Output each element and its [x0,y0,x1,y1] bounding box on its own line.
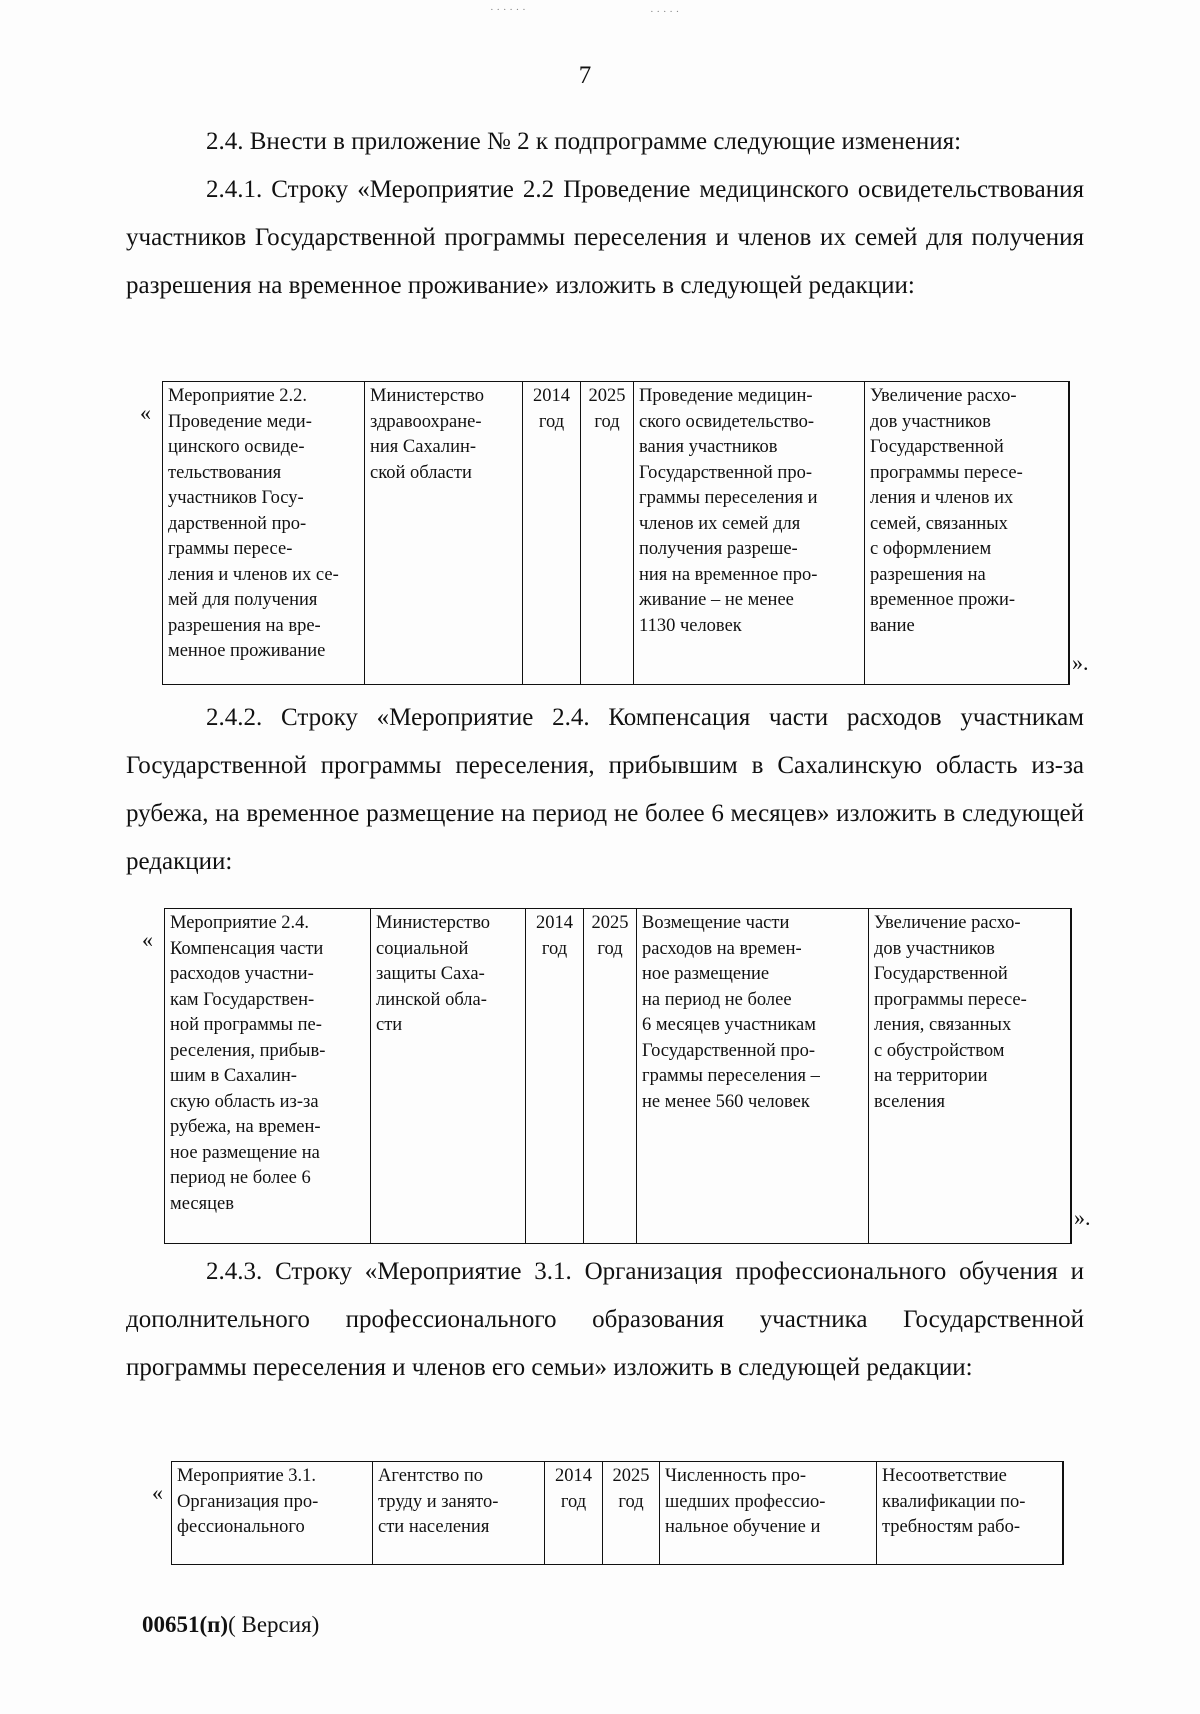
cell-end-year: 2025 год [591,913,629,959]
cell-measure: Мероприятие 3.1. Организация про- фессионального [177,1466,319,1537]
cell-start-year: 2014 год [533,386,570,432]
paragraph-2-4-1: 2.4.1. Строку «Мероприятие 2.2 Проведение медицинского освидетельствования участников Государственной программы переселения и членов их семей для получения разрешения на временное проживание» изложить в следующей редакции: [126,176,1084,299]
open-quote: « [140,400,151,425]
table-measure-3-1 [171,1461,1064,1565]
cell-consequences: Увеличение расхо- дов участников Государственной программы пересе- ления, связанных с обустройством на территории вселения [874,913,1027,1112]
cell-start-year: 2014 год [555,1466,592,1512]
document-footer [142,1612,319,1638]
paragraph-2-4-3: 2.4.3. Строку «Мероприятие 3.1. Организация профессионального обучения и дополнительного профессионального образования участника Государственной программы переселения и членов его семьи» изложить в следующей редакции: [126,1258,1084,1381]
scan-artifact: · · · · · [650,6,680,18]
cell-expected-result: Проведение медицин- ского освидетельство- вания участников Государственной про- граммы переселения и членов их семей для получения разреше- ния на временное про- живание – не менее 1130 человек [639,386,818,636]
table-row [172,1462,1063,1565]
cell-consequences: Увеличение расхо- дов участников Государственной программы пересе- ления и членов их семей, связанных с оформлением разрешения на временное прожи- вание [870,386,1023,636]
cell-expected-result: Численность про- шедших профессио- нальное обучение и [665,1466,826,1537]
paragraph-2-4: 2.4. Внести в приложение № 2 к подпрограмме следующие изменения: [206,128,962,155]
cell-expected-result: Возмещение части расходов на времен- ное размещение на период не более 6 месяцев участникам Государственной про- граммы переселения – не менее 560 человек [642,913,820,1112]
table-measure-2-2 [162,381,1070,685]
open-quote: « [142,927,153,952]
cell-measure: Мероприятие 2.4. Компенсация части расходов участни- кам Государствен- ной программы пе- реселения, прибыв- шим в Сахалин- скую область из-за рубежа, на времен- ное размещение на период не более 6 месяцев [170,913,326,1214]
cell-measure: Мероприятие 2.2. Проведение меди- цинского освиде- тельствования участников Госу- дарственной про- граммы пересе- ления и членов их се- мей для получения разрешения на вре- менное проживание [168,386,339,661]
cell-consequences: Несоответствие квалификации по- требностям рабо- [882,1466,1026,1537]
cell-start-year: 2014 год [536,913,573,959]
cell-executor: Министерство социальной защиты Саха- линской обла- сти [376,913,491,1035]
cell-end-year: 2025 год [588,386,626,432]
scan-artifact: · · · · · · [490,4,526,16]
page-number: 7 [578,62,592,89]
paragraph-2-4-2: 2.4.2. Строку «Мероприятие 2.4. Компенсация части расходов участникам Государственной программы переселения, прибывшим в Сахалинскую область из-за рубежа, на временное размещение на период не более 6 месяцев» изложить в следующей редакции: [126,704,1084,875]
close-quote: ». [1074,1205,1091,1230]
cell-executor: Агентство по труду и занято- сти населения [378,1466,499,1537]
document-version: ( Версия) [228,1612,320,1637]
document-code: 00651(п) [142,1612,229,1637]
open-quote: « [152,1480,163,1505]
table-row [163,382,1069,685]
table-measure-2-4 [164,908,1072,1244]
cell-executor: Министерство здравоохране- ния Сахалин- ской области [370,386,485,483]
table-row [165,909,1071,1244]
close-quote: ». [1072,650,1089,675]
cell-end-year: 2025 год [612,1466,650,1512]
